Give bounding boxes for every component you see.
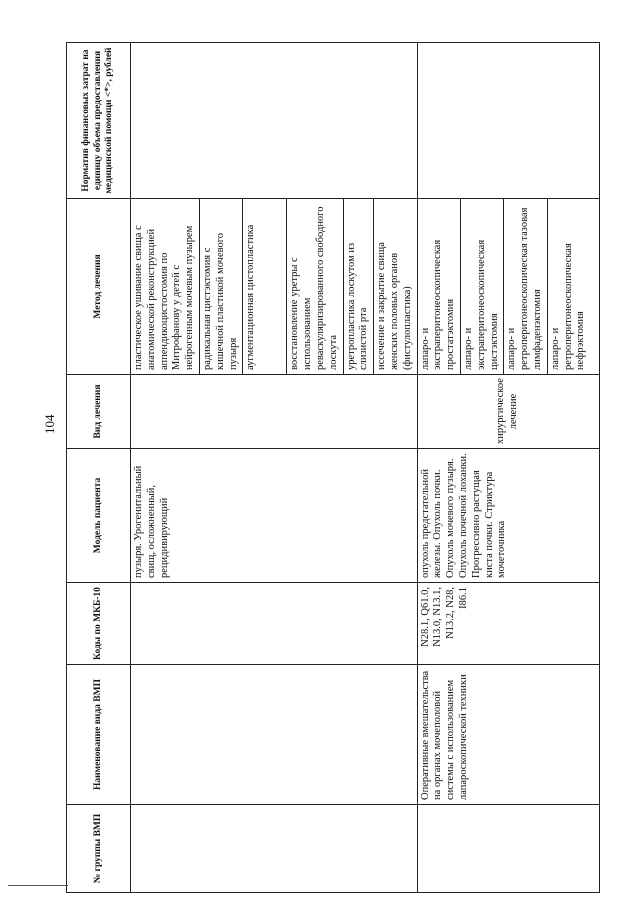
group-cell — [417, 805, 599, 893]
group-cell — [131, 805, 418, 893]
page-number: 104 — [42, 414, 57, 434]
table-row — [417, 43, 460, 893]
header-codes: Коды по МКБ-10 — [67, 583, 131, 665]
footer-line — [8, 885, 68, 886]
codes-cell — [131, 583, 418, 665]
table-header-row — [67, 43, 131, 893]
method-cell: уретропластика лоскутом из слизистой рта — [343, 199, 374, 375]
name-cell: Оперативные вмешательства на органах мочеполовой системы с использованием лапароскопической техники — [417, 665, 599, 805]
header-group: № группы ВМП — [67, 805, 131, 893]
method-cell: радикальная цистэктомия с кишечной пластикой мочевого пузыря — [199, 199, 242, 375]
method-cell: лапаро- и ретроперитонеоскопическая нефрэктомия — [547, 199, 599, 375]
method-cell: лапаро- и экстраперитонеоскопическая простатэктомия — [417, 199, 460, 375]
name-cell — [131, 665, 418, 805]
model-cell: пузыря. Урогенитальный свищ, осложненный, рецидивирующий — [131, 449, 418, 583]
method-cell: иссечение и закрытие свища женских половых органов (фистулопластика) — [374, 199, 417, 375]
header-model: Модель пациента — [67, 449, 131, 583]
codes-cell: N28.1, Q61.0, N13.0, N13.1, N13.2, N28, I86.1 — [417, 583, 599, 665]
table-row — [131, 43, 200, 893]
rotated-table-page — [66, 43, 586, 893]
header-name: Наименование вида ВМП — [67, 665, 131, 805]
type-cell: хирургическое лечение — [417, 375, 599, 449]
header-method: Метод лечения — [67, 199, 131, 375]
method-cell: лапаро- и ретроперитонеоскопическая тазовая лимфаденэктомия — [504, 199, 547, 375]
norm-cell — [131, 43, 418, 199]
header-norm: Норматив финансовых затрат на единицу объема предоставления медицинской помощи <*>, рублей — [67, 43, 131, 199]
method-cell: пластическое ушивание свища с анатомической реконструкцией аппендикоцистостомия по Митрофанову у детей с нейрогенным мочевым пузырем — [131, 199, 200, 375]
vmp-table — [66, 42, 600, 893]
type-cell — [131, 375, 418, 449]
method-cell: лапаро- и экстраперитонеоскопическая цистэктомия — [460, 199, 503, 375]
model-cell: опухоль предстательной железы. Опухоль почки. Опухоль мочевого пузыря. Опухоль почечной лоханки. Прогрессивно растущая киста почки. Стриктура мочеточника — [417, 449, 599, 583]
method-cell: аугментационная цистопластика — [243, 199, 287, 375]
header-type: Вид лечения — [67, 375, 131, 449]
norm-cell — [417, 43, 599, 199]
method-cell: восстановление уретры с использованием реваскуляризированного свободного лоскута — [287, 199, 343, 375]
